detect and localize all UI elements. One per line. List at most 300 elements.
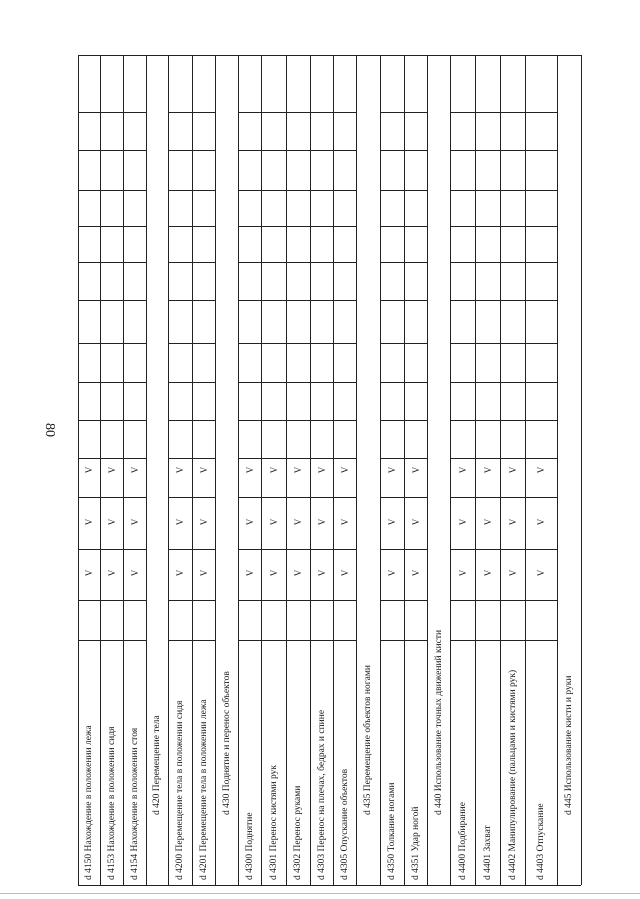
cell-border [500, 150, 525, 151]
section-header: d 430 Поднятие и перенос объектов [221, 671, 232, 815]
row-border [261, 55, 262, 885]
cell-border [404, 262, 427, 263]
cell-border [123, 600, 146, 601]
cell-border [525, 600, 557, 601]
row-label: d 4351 Удар ногой [410, 806, 421, 880]
row-border [100, 55, 101, 885]
cell-border [100, 420, 123, 421]
cell-border [192, 549, 215, 550]
cell-border [310, 497, 333, 498]
check-mark: V [175, 466, 185, 474]
row-border [286, 55, 287, 885]
cell-border [78, 600, 100, 601]
cell-border [500, 549, 525, 550]
cell-border [238, 600, 261, 601]
check-mark: V [175, 569, 185, 577]
cell-border [261, 497, 286, 498]
check-mark: V [536, 569, 546, 577]
label-cell-border [238, 640, 261, 641]
row-border [168, 55, 169, 885]
cell-border [475, 458, 500, 459]
cell-border [450, 600, 475, 601]
cell-border [168, 420, 192, 421]
check-mark: V [84, 466, 94, 474]
cell-border [500, 262, 525, 263]
cell-border [286, 600, 310, 601]
check-mark: V [129, 569, 140, 577]
check-mark: V [457, 569, 468, 577]
cell-border [78, 382, 100, 383]
cell-border [261, 226, 286, 227]
label-cell-border [286, 640, 310, 641]
cell-border [525, 382, 557, 383]
cell-border [123, 300, 146, 301]
check-mark: V [175, 518, 185, 526]
cell-border [525, 300, 557, 301]
cell-border [380, 458, 404, 459]
cell-border [261, 150, 286, 151]
label-cell-border [475, 640, 500, 641]
cell-border [261, 343, 286, 344]
cell-border [100, 190, 123, 191]
cell-border [500, 458, 525, 459]
cell-border [286, 262, 310, 263]
cell-border [192, 112, 215, 113]
cell-border [100, 382, 123, 383]
cell-border [238, 458, 261, 459]
cell-border [168, 600, 192, 601]
page-bottom-edge [0, 893, 640, 894]
label-cell-border [525, 640, 557, 641]
cell-border [525, 458, 557, 459]
check-mark: V [268, 569, 279, 577]
row-label: d 4301 Перенос кистями рук [268, 765, 279, 880]
cell-border [525, 112, 557, 113]
row-border [238, 55, 239, 885]
cell-border [100, 262, 123, 263]
cell-border [100, 343, 123, 344]
label-cell-border [380, 640, 404, 641]
cell-border [78, 497, 100, 498]
cell-border [238, 497, 261, 498]
row-border [192, 55, 193, 885]
cell-border [333, 300, 356, 301]
cell-border [286, 458, 310, 459]
cell-border [123, 420, 146, 421]
row-label: d 4150 Нахождение в положении лежа [84, 725, 94, 880]
cell-border [333, 420, 356, 421]
label-cell-border [192, 640, 215, 641]
check-mark: V [244, 569, 255, 577]
check-mark: V [244, 466, 255, 474]
cell-border [286, 497, 310, 498]
cell-border [333, 600, 356, 601]
check-mark: V [106, 569, 117, 577]
cell-border [450, 458, 475, 459]
cell-border [525, 190, 557, 191]
cell-border [333, 150, 356, 151]
cell-border [404, 600, 427, 601]
cell-border [261, 112, 286, 113]
cell-border [380, 112, 404, 113]
cell-border [450, 497, 475, 498]
cell-border [475, 190, 500, 191]
check-mark: V [244, 518, 255, 526]
cell-border [238, 150, 261, 151]
cell-border [525, 497, 557, 498]
cell-border [123, 343, 146, 344]
check-mark: V [482, 466, 493, 474]
cell-border [450, 300, 475, 301]
cell-border [500, 420, 525, 421]
cell-border [286, 226, 310, 227]
row-label: d 4300 Поднятие [244, 812, 255, 880]
check-mark: V [293, 466, 303, 474]
section-header: d 445 Использование кисти и руки [564, 675, 574, 815]
cell-border [168, 497, 192, 498]
cell-border [192, 420, 215, 421]
check-mark: V [293, 518, 303, 526]
section-header: d 420 Перемещение тела [152, 715, 162, 815]
check-mark: V [339, 518, 350, 526]
cell-border [100, 497, 123, 498]
cell-border [286, 150, 310, 151]
cell-border [404, 382, 427, 383]
row-label: d 4305 Опускание объектов [339, 768, 350, 880]
check-mark: V [198, 466, 209, 474]
cell-border [123, 262, 146, 263]
cell-border [500, 600, 525, 601]
cell-border [310, 226, 333, 227]
cell-border [525, 226, 557, 227]
cell-border [238, 262, 261, 263]
row-label: d 4201 Перемещение тела в положении лежа [198, 699, 209, 880]
cell-border [192, 262, 215, 263]
check-mark: V [387, 466, 397, 474]
cell-border [100, 549, 123, 550]
row-label: d 4154 Нахождение в положении стоя [129, 727, 140, 880]
cell-border [123, 150, 146, 151]
row-label: d 4350 Толкание ногами [387, 782, 397, 880]
cell-border [333, 262, 356, 263]
cell-border [261, 420, 286, 421]
cell-border [450, 420, 475, 421]
cell-border [238, 420, 261, 421]
cell-border [310, 420, 333, 421]
cell-border [310, 382, 333, 383]
check-mark: V [316, 466, 327, 474]
cell-border [168, 112, 192, 113]
cell-border [78, 343, 100, 344]
table-top-border [78, 55, 581, 56]
cell-border [404, 458, 427, 459]
cell-border [404, 420, 427, 421]
cell-border [100, 150, 123, 151]
cell-border [261, 458, 286, 459]
cell-border [333, 549, 356, 550]
cell-border [475, 600, 500, 601]
row-border [380, 55, 381, 885]
cell-border [333, 190, 356, 191]
cell-border [310, 343, 333, 344]
cell-border [78, 458, 100, 459]
cell-border [525, 549, 557, 550]
cell-border [404, 226, 427, 227]
cell-border [168, 382, 192, 383]
cell-border [238, 190, 261, 191]
label-cell-border [450, 640, 475, 641]
check-mark: V [387, 518, 397, 526]
check-mark: V [410, 569, 421, 577]
cell-border [78, 420, 100, 421]
cell-border [261, 600, 286, 601]
check-mark: V [457, 466, 468, 474]
cell-border [261, 549, 286, 550]
check-mark: V [536, 518, 546, 526]
check-mark: V [129, 518, 140, 526]
cell-border [192, 600, 215, 601]
cell-border [168, 343, 192, 344]
cell-border [475, 549, 500, 550]
row-border [146, 55, 147, 885]
cell-border [192, 190, 215, 191]
cell-border [238, 112, 261, 113]
cell-border [525, 343, 557, 344]
cell-border [168, 190, 192, 191]
check-mark: V [482, 518, 493, 526]
check-mark: V [84, 569, 94, 577]
cell-border [261, 382, 286, 383]
cell-border [525, 150, 557, 151]
cell-border [168, 458, 192, 459]
check-mark: V [507, 466, 518, 474]
label-cell-border [78, 640, 100, 641]
section-header: d 435 Перемещение объектов ногами [363, 665, 373, 815]
check-mark: V [387, 569, 397, 577]
check-mark: V [268, 466, 279, 474]
check-mark: V [268, 518, 279, 526]
cell-border [286, 549, 310, 550]
cell-border [123, 226, 146, 227]
check-mark: V [482, 569, 493, 577]
check-mark: V [316, 569, 327, 577]
cell-border [286, 420, 310, 421]
row-label: d 4153 Нахождение в положении сидя [106, 726, 117, 880]
label-cell-border [404, 640, 427, 641]
cell-border [475, 420, 500, 421]
cell-border [286, 343, 310, 344]
cell-border [286, 112, 310, 113]
cell-border [404, 300, 427, 301]
row-border [557, 55, 558, 885]
label-cell-border [168, 640, 192, 641]
cell-border [500, 112, 525, 113]
cell-border [475, 300, 500, 301]
cell-border [78, 549, 100, 550]
label-cell-border [333, 640, 356, 641]
cell-border [310, 549, 333, 550]
check-mark: V [507, 569, 518, 577]
cell-border [404, 343, 427, 344]
cell-border [238, 300, 261, 301]
cell-border [404, 190, 427, 191]
cell-border [100, 600, 123, 601]
row-border [500, 55, 501, 885]
check-mark: V [339, 466, 350, 474]
row-label: d 4303 Перенос на плечах, бедрах и спине [316, 709, 327, 880]
cell-border [123, 190, 146, 191]
cell-border [168, 150, 192, 151]
cell-border [500, 497, 525, 498]
cell-border [404, 497, 427, 498]
cell-border [404, 112, 427, 113]
check-mark: V [410, 518, 421, 526]
cell-border [78, 112, 100, 113]
cell-border [380, 382, 404, 383]
cell-border [123, 497, 146, 498]
cell-border [168, 226, 192, 227]
cell-border [500, 226, 525, 227]
row-border [78, 55, 79, 885]
page-number: 80 [42, 423, 57, 437]
row-border [450, 55, 451, 885]
cell-border [168, 549, 192, 550]
cell-border [475, 497, 500, 498]
cell-border [380, 600, 404, 601]
cell-border [475, 382, 500, 383]
cell-border [450, 226, 475, 227]
cell-border [333, 382, 356, 383]
cell-border [78, 190, 100, 191]
section-header: d 440 Использование точных движений кисти [433, 629, 444, 815]
row-border [475, 55, 476, 885]
check-mark: V [106, 518, 117, 526]
check-mark: V [106, 466, 117, 474]
row-border [356, 55, 357, 885]
cell-border [123, 112, 146, 113]
cell-border [310, 600, 333, 601]
cell-border [238, 382, 261, 383]
row-border [427, 55, 428, 885]
cell-border [310, 150, 333, 151]
row-border [215, 55, 216, 885]
cell-border [333, 112, 356, 113]
row-border [123, 55, 124, 885]
row-border [525, 55, 526, 885]
check-mark: V [198, 518, 209, 526]
row-label: d 4302 Перенос руками [293, 785, 303, 880]
cell-border [100, 458, 123, 459]
cell-border [380, 343, 404, 344]
check-mark: V [339, 569, 350, 577]
cell-border [286, 300, 310, 301]
cell-border [450, 382, 475, 383]
cell-border [78, 150, 100, 151]
cell-border [333, 497, 356, 498]
cell-border [192, 150, 215, 151]
cell-border [404, 549, 427, 550]
cell-border [380, 262, 404, 263]
cell-border [450, 262, 475, 263]
cell-border [192, 458, 215, 459]
row-label: d 4403 Отпускание [536, 803, 546, 880]
check-mark: V [316, 518, 327, 526]
cell-border [78, 226, 100, 227]
cell-border [450, 112, 475, 113]
check-mark: V [198, 569, 209, 577]
row-border [333, 55, 334, 885]
cell-border [333, 343, 356, 344]
cell-border [475, 150, 500, 151]
cell-border [450, 549, 475, 550]
cell-border [123, 549, 146, 550]
cell-border [100, 300, 123, 301]
check-mark: V [84, 518, 94, 526]
cell-border [168, 262, 192, 263]
cell-border [380, 150, 404, 151]
cell-border [310, 300, 333, 301]
cell-border [450, 190, 475, 191]
cell-border [500, 382, 525, 383]
row-label: d 4400 Подбирание [457, 802, 468, 880]
label-cell-border [310, 640, 333, 641]
cell-border [238, 549, 261, 550]
cell-border [78, 262, 100, 263]
table-bottom-border [78, 885, 581, 886]
row-label: d 4200 Перемещение тела в положении сидя [175, 700, 185, 880]
cell-border [500, 190, 525, 191]
cell-border [475, 112, 500, 113]
cell-border [404, 150, 427, 151]
label-cell-border [123, 640, 146, 641]
cell-border [310, 262, 333, 263]
cell-border [192, 226, 215, 227]
cell-border [261, 190, 286, 191]
row-border [581, 55, 582, 885]
cell-border [78, 300, 100, 301]
cell-border [192, 300, 215, 301]
row-label: d 4402 Манипулирование (пальцами и кистями рук) [507, 669, 518, 880]
cell-border [380, 420, 404, 421]
row-border [404, 55, 405, 885]
cell-border [333, 226, 356, 227]
cell-border [450, 150, 475, 151]
cell-border [168, 300, 192, 301]
cell-border [238, 226, 261, 227]
cell-border [100, 226, 123, 227]
cell-border [380, 190, 404, 191]
row-label: d 4401 Захват [482, 825, 493, 880]
cell-border [380, 300, 404, 301]
cell-border [192, 497, 215, 498]
cell-border [192, 382, 215, 383]
row-border [310, 55, 311, 885]
cell-border [261, 262, 286, 263]
cell-border [380, 226, 404, 227]
cell-border [192, 343, 215, 344]
cell-border [500, 343, 525, 344]
cell-border [380, 549, 404, 550]
label-cell-border [500, 640, 525, 641]
cell-border [123, 458, 146, 459]
cell-border [500, 300, 525, 301]
cell-border [475, 262, 500, 263]
cell-border [475, 226, 500, 227]
cell-border [123, 382, 146, 383]
cell-border [310, 190, 333, 191]
cell-border [333, 458, 356, 459]
cell-border [525, 262, 557, 263]
